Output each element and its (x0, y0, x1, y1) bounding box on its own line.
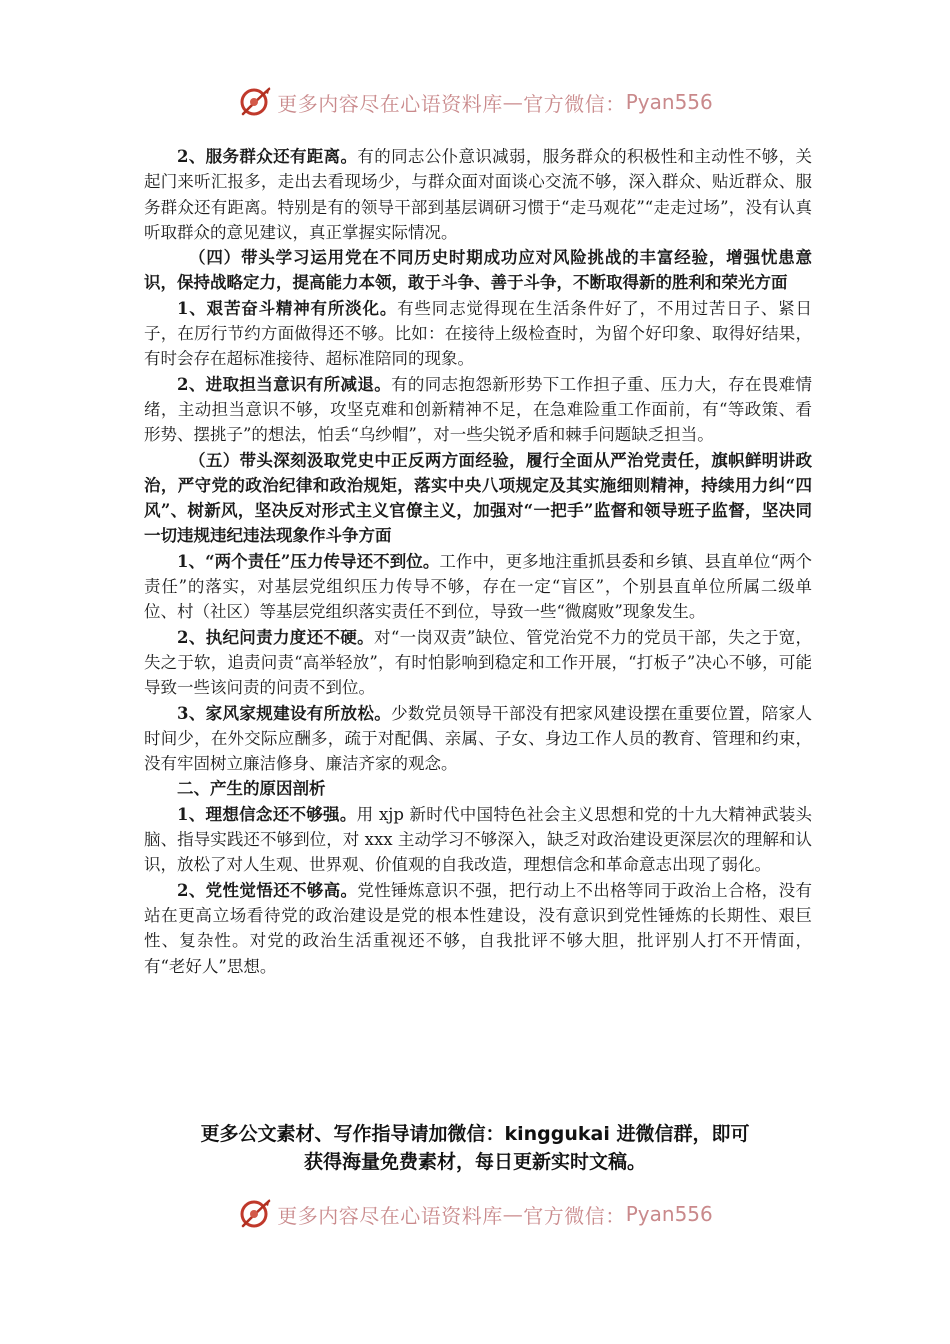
paragraph-body: 对“一岗双责”缺位、管党治党不力的党员干部，失之于宽，失之于软，追责问责“高举轻放”，有时怕影响到稳定和工作开展，“打板子”决心不够，可能导致一些该问责的问责不到位。 (144, 627, 813, 698)
brand-text: 更多内容尽在心语资料库 (277, 1203, 503, 1228)
paragraph-lead: 2、执纪问责力度还不硬。 (177, 627, 374, 647)
paragraph-lead: 1、理想信念还不够强。 (177, 804, 357, 824)
header-watermark-banner (0, 82, 950, 122)
paragraph-body: 少数党员领导干部没有把家风建设摆在重要位置，陪家人时间少，在外交际应酬多，疏于对配偶、亲属、子女、身边工作人员的教育、管理和约束，没有牢固树立廉洁修身、廉洁齐家的观念。 (144, 703, 813, 774)
promo-notice (140, 1120, 810, 1176)
footer-watermark-banner (0, 1194, 950, 1234)
promo-line-2: 获得海量免费素材，每日更新实时文稿。 (303, 1151, 646, 1173)
banner-separator: — (502, 1202, 524, 1226)
brand-text: 更多内容尽在心语资料库 (277, 91, 503, 116)
heading-section-5: （五）带头深刻汲取党史中正反两方面经验，履行全面从严治党责任，旗帜鲜明讲政治，严守党的政治纪律和政治规矩，落实中央八项规定及其实施细则精神，持续用力纠“四风”、树新风，坚决反对形式主义官僚主义，加强对“一把手”监督和领导班子监督，坚决同一切违规违纪违法现象作斗争方面 (144, 450, 812, 546)
paragraph-lead: 1、艰苦奋斗精神有所淡化。 (177, 298, 398, 318)
paragraph-hard-work (144, 296, 812, 372)
paragraph-lead: 3、家风家规建设有所放松。 (177, 703, 392, 723)
brush-logo-icon (237, 84, 273, 120)
paragraph-lead: 2、服务群众还有距离。 (177, 147, 358, 166)
heading-cause-analysis: 二、产生的原因剖析 (177, 779, 326, 799)
paragraph-discipline (144, 625, 812, 701)
paragraph-lead: 2、党性觉悟还不够高。 (177, 880, 358, 900)
paragraph-body: 用 xjp 新时代中国特色社会主义思想和党的十九大精神武装头脑、指导实践还不够到位，对 xxx 主动学习不够深入，缺乏对政治建设更深层次的理解和认识，放松了对人生观、世界观、价值观的自我改造，理想信念和革命意志出现了弱化。 (144, 804, 812, 875)
heading-section-4: （四）带头学习运用党在不同历史时期成功应对风险挑战的丰富经验，增强忧患意识，保持战略定力，提高能力本领，敢于斗争、善于斗争，不断取得新的胜利和荣光方面 (144, 248, 812, 293)
paragraph-party-spirit (144, 878, 812, 979)
document-body (144, 144, 812, 979)
paragraph-body: 有些同志觉得现在生活条件好了，不用过苦日子、紧日子，在厉行节约方面做得还不够。比如：在接待上级检查时，为留个好印象、取得好结果，有时会存在超标准接待、超标准陪同的现象。 (144, 298, 812, 369)
paragraph-serve-masses (144, 144, 812, 245)
banner-separator: — (502, 90, 524, 114)
paragraph-lead: 1、“两个责任”压力传导还不到位。 (177, 551, 440, 571)
paragraph-body: 有的同志公仆意识减弱，服务群众的积极性和主动性不够，关起门来听汇报多，走出去看现场少，与群众面对面谈心交流不够，深入群众、贴近群众、服务群众还有距离。特别是有的领导干部到基层调研习惯于“走马观花”“走走过场”，没有认真听取群众的意见建议，真正掌握实际情况。 (144, 147, 813, 242)
promo-line-1: 更多公文素材、写作指导请加微信：kinggukai 进微信群，即可 (200, 1123, 750, 1145)
paragraph-lead: 2、进取担当意识有所减退。 (177, 374, 392, 394)
paragraph-ideals (144, 802, 812, 878)
official-label: 官方微信： (523, 1203, 626, 1228)
paragraph-family-rules (144, 701, 812, 777)
paragraph-body: 工作中，更多地注重抓县委和乡镇、县直单位“两个责任”的落实，对基层党组织压力传导不够，存在一定“盲区”，个别县直单位所属二级单位、村（社区）等基层党组织落实责任不到位，导致一些“微腐败”现象发生。 (144, 551, 812, 622)
official-label: 官方微信： (523, 91, 626, 116)
paragraph-responsibility (144, 372, 812, 448)
paragraph-two-responsibilities (144, 549, 812, 625)
wechat-id: Pyan556 (625, 1202, 713, 1226)
paragraph-body: 有的同志抱怨新形势下工作担子重、压力大，存在畏难情绪，主动担当意识不够，攻坚克难和创新精神不足，在急难险重工作面前，有“等政策、看形势、摆挑子”的想法，怕丢“乌纱帽”，对一些尖锐矛盾和棘手问题缺乏担当。 (144, 374, 813, 445)
brush-logo-icon (237, 1196, 273, 1232)
paragraph-body: 党性锤炼意识不强，把行动上不出格等同于政治上合格，没有站在更高立场看待党的政治建设是党的根本性建设，没有意识到党性锤炼的长期性、艰巨性、复杂性。对党的政治生活重视还不够，自我批评不够大胆，批评别人打不开情面，有“老好人”思想。 (144, 880, 813, 976)
wechat-id: Pyan556 (625, 90, 713, 114)
